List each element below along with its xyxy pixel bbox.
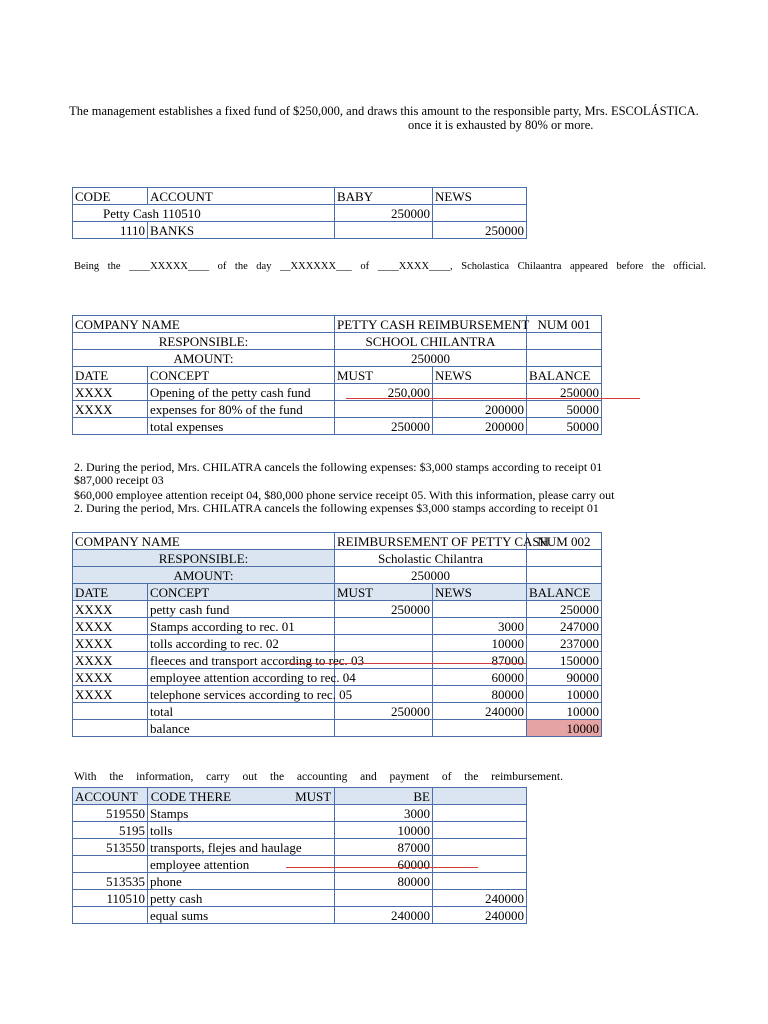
news-cell — [433, 720, 527, 737]
header-cell: BALANCE — [527, 584, 602, 601]
amount-value: 250000 — [335, 350, 527, 367]
concept-cell: fleeces and transport according to rec. 03 — [148, 652, 335, 669]
header-cell: NEWS — [433, 367, 527, 384]
news-cell: 87000 — [433, 652, 527, 669]
table-row — [73, 205, 527, 222]
debit-cell — [335, 222, 433, 239]
balance-cell: 237000 — [527, 635, 602, 652]
responsible-value: Scholastic Chilantra — [335, 550, 527, 567]
amount-value: 250000 — [335, 567, 527, 584]
account-name-cell: petty cash — [148, 890, 335, 907]
reimbursement-001-table — [72, 315, 602, 435]
balance-cell: 50000 — [527, 401, 602, 418]
account-name-cell: transports, flejes and haulage — [148, 839, 335, 856]
amount-label: AMOUNT: — [73, 567, 335, 584]
balance-cell: 250000 — [527, 384, 602, 401]
amount-label: AMOUNT: — [73, 350, 335, 367]
news-cell: 10000 — [433, 635, 527, 652]
account-name-cell: Stamps — [148, 805, 335, 822]
must-cell: 250000 — [335, 601, 433, 618]
be-cell: 240000 — [433, 890, 527, 907]
date-cell: XXXX — [73, 652, 148, 669]
must-cell — [335, 890, 433, 907]
code-cell: 1110 — [73, 222, 148, 239]
table-row — [73, 222, 527, 239]
news-cell: 200000 — [433, 418, 527, 435]
table-row — [73, 907, 527, 924]
table-row — [73, 652, 602, 669]
table-header-row — [73, 788, 527, 805]
table-row — [73, 618, 602, 635]
header-cell: DATE — [73, 584, 148, 601]
table-row — [73, 805, 527, 822]
account-name-cell: phone — [148, 873, 335, 890]
be-cell — [433, 839, 527, 856]
amount-row — [73, 350, 602, 367]
document-title: REIMBURSEMENT OF PETTY CASH — [335, 533, 527, 550]
responsible-label: RESPONSIBLE: — [73, 333, 335, 350]
header-cell: NEWS — [433, 584, 527, 601]
header-cell — [433, 788, 527, 805]
balance-cell: 10000 — [527, 686, 602, 703]
concept-cell: balance — [148, 720, 335, 737]
header-cell: NEWS — [433, 188, 527, 205]
must-cell: 10000 — [335, 822, 433, 839]
balance-cell: 10000 — [527, 703, 602, 720]
header-cell: BALANCE — [527, 367, 602, 384]
paragraph-line: $60,000 employee attention receipt 04, $80,000 phone service receipt 05. With this information, please carry out — [74, 488, 615, 502]
table-header-row — [73, 188, 527, 205]
date-cell: XXXX — [73, 401, 148, 418]
must-cell: 250,000 — [335, 384, 433, 401]
be-cell — [433, 822, 527, 839]
balance-cell: 250000 — [527, 601, 602, 618]
news-cell: 60000 — [433, 669, 527, 686]
header-cell: BABY — [335, 188, 433, 205]
strikethrough-line — [286, 663, 526, 664]
must-cell: 80000 — [335, 873, 433, 890]
news-cell — [433, 601, 527, 618]
header-cell: ACCOUNT — [73, 788, 148, 805]
company-name: COMPANY NAME — [73, 533, 335, 550]
be-cell — [433, 805, 527, 822]
concept-cell: total expenses — [148, 418, 335, 435]
date-cell: XXXX — [73, 601, 148, 618]
accounting-entry-table — [72, 787, 527, 924]
debit-cell: 250000 — [335, 205, 433, 222]
account-code-cell — [73, 907, 148, 924]
must-cell: 60000 — [335, 856, 433, 873]
account-cell: Petty Cash 110510 — [73, 205, 335, 222]
table-row — [73, 401, 602, 418]
balance-cell: 150000 — [527, 652, 602, 669]
header-cell: MUST — [335, 584, 433, 601]
title-row — [73, 533, 602, 550]
table-row — [73, 839, 527, 856]
paragraph-line: 2. During the period, Mrs. CHILATRA cancels the following expenses: $3,000 stamps according to receipt 01 — [74, 460, 603, 474]
must-cell: 3000 — [335, 805, 433, 822]
with-information-text: With the information, carry out the accounting and payment of the reimbursement. — [74, 771, 563, 783]
news-cell: 3000 — [433, 618, 527, 635]
paragraph-line: 2. During the period, Mrs. CHILATRA cancels the following expenses $3,000 stamps according to receipt 01 — [74, 501, 599, 515]
strikethrough-line — [346, 398, 640, 399]
must-cell: 250000 — [335, 703, 433, 720]
must-cell — [335, 618, 433, 635]
header-cell: ACCOUNT — [148, 188, 335, 205]
table-row — [73, 822, 527, 839]
balance-cell: 90000 — [527, 669, 602, 686]
responsible-label: RESPONSIBLE: — [73, 550, 335, 567]
balance-cell: 247000 — [527, 618, 602, 635]
account-code-cell: 110510 — [73, 890, 148, 907]
document-title: PETTY CASH REIMBURSEMENT — [335, 316, 527, 333]
date-cell: XXXX — [73, 635, 148, 652]
table-row — [73, 873, 527, 890]
credit-cell: 250000 — [433, 222, 527, 239]
account-cell: BANKS — [148, 222, 335, 239]
company-name: COMPANY NAME — [73, 316, 335, 333]
account-name-cell: employee attention — [148, 856, 335, 873]
concept-cell: petty cash fund — [148, 601, 335, 618]
credit-cell — [433, 205, 527, 222]
date-cell: XXXX — [73, 384, 148, 401]
must-cell: 87000 — [335, 839, 433, 856]
date-cell: XXXX — [73, 669, 148, 686]
concept-cell: telephone services according to rec. 05 — [148, 686, 335, 703]
table-row — [73, 703, 602, 720]
being-statement: Being the ____XXXXX____ of the day __XXXXXX___ of ____XXXX____, Scholastica Chilaantra appeared before the official. — [74, 261, 706, 272]
news-cell: 200000 — [433, 401, 527, 418]
account-code-cell: 513550 — [73, 839, 148, 856]
concept-cell: Stamps according to rec. 01 — [148, 618, 335, 635]
concept-cell: Opening of the petty cash fund — [148, 384, 335, 401]
must-cell — [335, 401, 433, 418]
opening-entry-table — [72, 187, 527, 239]
balance-highlight-cell: 10000 — [527, 720, 602, 737]
amount-row — [73, 567, 602, 584]
header-cell: MUST — [335, 367, 433, 384]
must-cell: 240000 — [335, 907, 433, 924]
date-cell — [73, 703, 148, 720]
table-row — [73, 890, 527, 907]
header-code-there: CODE THERE — [150, 789, 232, 804]
concept-cell: tolls according to rec. 02 — [148, 635, 335, 652]
responsible-value: SCHOOL CHILANTRA — [335, 333, 527, 350]
responsible-row — [73, 550, 602, 567]
concept-cell: total — [148, 703, 335, 720]
account-code-cell: 519550 — [73, 805, 148, 822]
account-code-cell — [73, 856, 148, 873]
table-row — [73, 635, 602, 652]
header-cell: BE — [335, 788, 433, 805]
table-header-row — [73, 584, 602, 601]
be-cell — [433, 873, 527, 890]
table-row — [73, 601, 602, 618]
table-row — [73, 856, 527, 873]
date-cell — [73, 720, 148, 737]
table-row — [73, 686, 602, 703]
title-row — [73, 316, 602, 333]
date-cell — [73, 418, 148, 435]
header-cell — [148, 788, 335, 805]
table-row — [73, 418, 602, 435]
account-code-cell: 513535 — [73, 873, 148, 890]
header-cell: DATE — [73, 367, 148, 384]
concept-cell: expenses for 80% of the fund — [148, 401, 335, 418]
date-cell: XXXX — [73, 618, 148, 635]
intro-line-2: once it is exhausted by 80% or more. — [408, 118, 594, 132]
table-row — [73, 720, 602, 737]
be-cell: 240000 — [433, 907, 527, 924]
balance-cell: 50000 — [527, 418, 602, 435]
news-cell: 240000 — [433, 703, 527, 720]
news-cell: 80000 — [433, 686, 527, 703]
header-cell: CODE — [73, 188, 148, 205]
paragraph-line: $87,000 receipt 03 — [74, 473, 164, 487]
document-number: NUM 002 — [527, 533, 602, 550]
intro-line-1: The management establishes a fixed fund of $250,000, and draws this amount to the responsible party, Mrs. ESCOLÁSTICA. — [69, 104, 699, 118]
header-cell: CONCEPT — [148, 367, 335, 384]
concept-cell: employee attention according to rec. 04 — [148, 669, 335, 686]
must-cell — [335, 720, 433, 737]
be-cell — [433, 856, 527, 873]
reimbursement-002-table — [72, 532, 602, 737]
header-must: MUST — [295, 789, 332, 804]
table-row — [73, 669, 602, 686]
table-header-row — [73, 367, 602, 384]
account-name-cell: equal sums — [148, 907, 335, 924]
date-cell: XXXX — [73, 686, 148, 703]
must-cell: 250000 — [335, 418, 433, 435]
document-number: NUM 001 — [527, 316, 602, 333]
responsible-row — [73, 333, 602, 350]
header-cell: CONCEPT — [148, 584, 335, 601]
account-code-cell: 5195 — [73, 822, 148, 839]
strikethrough-line — [286, 867, 478, 868]
account-name-cell: tolls — [148, 822, 335, 839]
must-cell — [335, 635, 433, 652]
